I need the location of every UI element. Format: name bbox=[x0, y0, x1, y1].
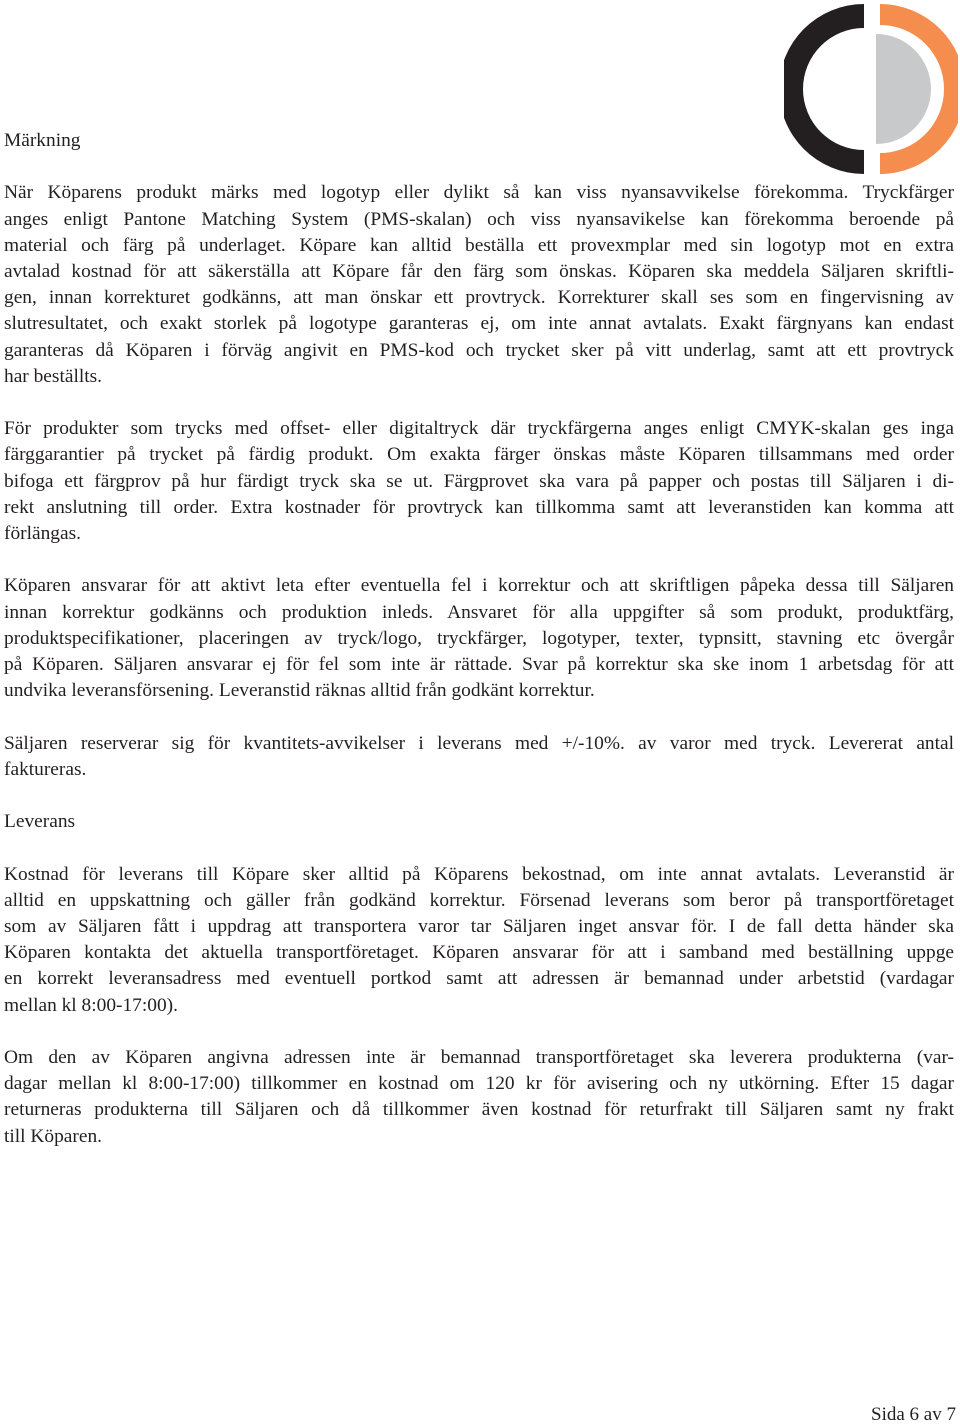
marking-paragraph-1 bbox=[4, 180, 954, 390]
text-line: som av Säljaren fått i uppdrag att transportera varor tar Säljaren inget ansvar för. I de fall detta händer ska bbox=[4, 916, 954, 937]
text-line: Köparen kontakta det aktuella transportföretaget. Köparen ansvarar för att i samband med beställning uppge bbox=[4, 942, 954, 964]
text-line: innan korrektur godkänns och produktion inleds. Ansvaret för alla uppgifter så som produkt, produktfärg, bbox=[4, 601, 954, 623]
text-line: När Köparens produkt märks med logotyp eller dylikt så kan viss nyansavvikelse förekomma. Tryckfärger bbox=[4, 182, 954, 204]
text-line: Kostnad för leverans till Köpare sker alltid på Köparens bekostnad, om inte annat avtalats. Leveranstid är bbox=[4, 863, 954, 885]
text-line: returneras produkterna till Säljaren och då tillkommer även kostnad för returfrakt till Säljaren samt ny frakt bbox=[4, 1099, 954, 1121]
text-line: produktspecifikationer, placeringen av tryck/logo, tryckfärger, logotyper, texter, typnsitt, stavning etc övergår bbox=[4, 627, 954, 649]
text-line: slutresultatet, och exakt storlek på logotype garanteras ej, om inte annat avtalats. Exakt färgnyans kan endast bbox=[4, 313, 954, 335]
delivery-paragraph-2 bbox=[4, 1045, 954, 1150]
document-body bbox=[4, 128, 954, 1150]
text-line: Säljaren reserverar sig för kvantitets-avvikelser i leverans med +/-10%. av varor med tryck. Levererat antal bbox=[4, 732, 954, 754]
delivery-paragraph-1 bbox=[4, 862, 954, 1019]
section-heading-marking: Märkning bbox=[4, 130, 81, 151]
text-line: färggarantier på trycket på färdig produkt. Om exakta färger önskas måste Köparen tillsammans med order bbox=[4, 444, 954, 466]
text-line: Om den av Köparen angivna adressen inte är bemannad transportföretaget ska leverera produkterna (var- bbox=[4, 1047, 954, 1068]
marking-paragraph-2 bbox=[4, 416, 954, 547]
text-line: dagar mellan kl 8:00-17:00) tillkommer en kostnad om 120 kr för avisering och ny utkörning. Efter 15 dagar bbox=[4, 1073, 954, 1095]
text-line: material och färg på underlaget. Köpare kan alltid beställa ett provexmplar med sin logotyp mot en extra bbox=[4, 234, 954, 256]
text-line: avtalad kostnad för att säkerställa att Köpare får den färg som önskas. Köparen ska meddela Säljaren skriftli- bbox=[4, 261, 954, 282]
text-line: gen, innan korrekturet godkänns, att man önskar ett provtryck. Korrekturer skall ses som en fingervisning av bbox=[4, 287, 954, 309]
text-line: en korrekt leveransadress med eventuell portkod samt att adressen är bemannad under arbetstid (vardagar bbox=[4, 968, 954, 990]
text-line: För produkter som trycks med offset- eller digitaltryck där tryckfärgerna anges enligt CMYK-skalan ges inga bbox=[4, 418, 954, 440]
text-line: rekt anslutning till order. Extra kostnader för provtryck kan tillkomma samt att leveranstiden kan komma att bbox=[4, 496, 954, 518]
text-line: på Köparen. Säljaren ansvarar ej för fel som inte är rättade. Svar på korrektur ska ske inom 1 arbetsdag för att bbox=[4, 654, 954, 676]
marking-paragraph-3 bbox=[4, 573, 954, 704]
text-line: alltid en uppskattning och gäller från godkänd korrektur. Försenad leverans som beror på transportföretaget bbox=[4, 889, 954, 911]
text-line: undvika leveransförsening. Leveranstid räknas alltid från godkänt korrektur. bbox=[4, 680, 595, 702]
text-line: till Köparen. bbox=[4, 1125, 103, 1147]
text-line: har beställts. bbox=[4, 365, 103, 387]
text-line: mellan kl 8:00-17:00). bbox=[4, 994, 178, 1016]
page-number: Sida 6 av 7 bbox=[871, 1404, 956, 1425]
text-line: garanteras då Köparen i förväg angivit en PMS-kod och trycket sker på vitt underlag, samt att ett provtryck bbox=[4, 339, 954, 361]
text-line: bifoga ett färgprov på hur färdigt tryck ska se ut. Färgprovet ska vara på papper och postas till Säljaren i di- bbox=[4, 470, 954, 492]
text-line: faktureras. bbox=[4, 758, 87, 780]
text-line: förlängas. bbox=[4, 523, 81, 545]
section-heading-delivery: Leverans bbox=[4, 811, 76, 833]
marking-paragraph-4 bbox=[4, 731, 954, 783]
text-line: Köparen ansvarar för att aktivt leta efter eventuella fel i korrektur och att skriftligen påpeka dessa till Säljaren bbox=[4, 575, 954, 597]
text-line: anges enligt Pantone Matching System (PMS-skalan) och viss nyansavikelse kan förekomma beroende på bbox=[4, 208, 954, 230]
